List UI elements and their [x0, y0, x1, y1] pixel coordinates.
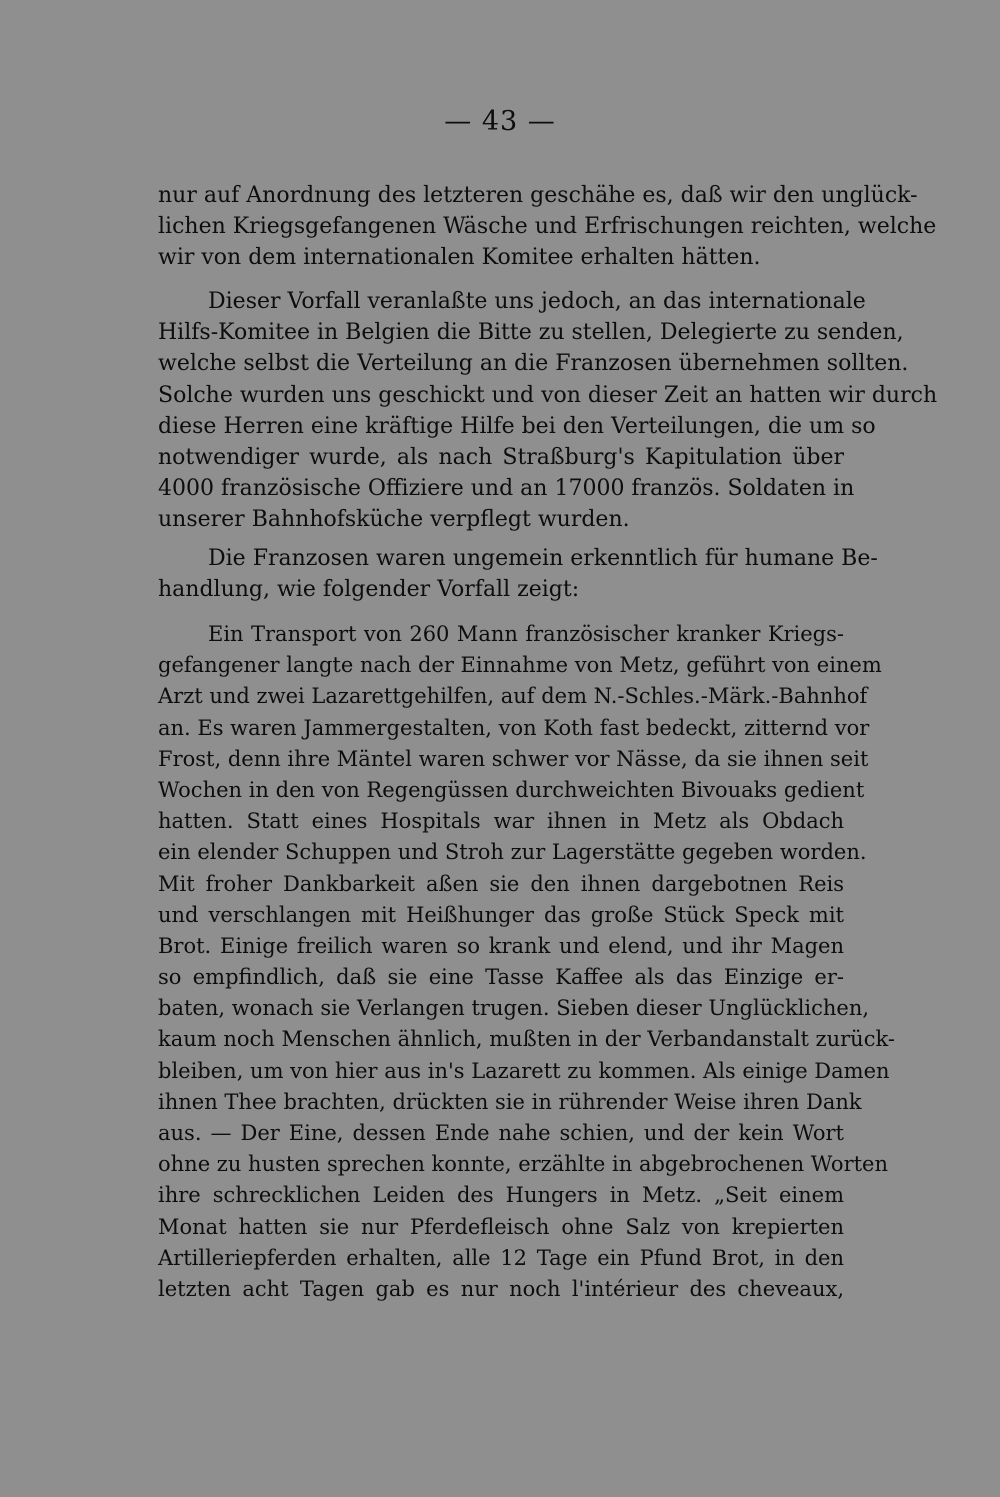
page-number: — 43 — [444, 106, 556, 137]
text-line: Artilleriepferden erhalten, alle 12 Tage ein Pfund Brot, in den [158, 1245, 844, 1270]
text-line: notwendiger wurde, als nach Straßburg's Kapitulation über [158, 444, 844, 470]
text-line: an. Es waren Jammergestalten, von Koth fast bedeckt, zitternd vor [158, 715, 870, 740]
text-line: ohne zu husten sprechen konnte, erzählte in abgebrochenen Worten [158, 1152, 888, 1177]
text-line: unserer Bahnhofsküche verpflegt wurden. [158, 507, 630, 533]
text-line: Solche wurden uns geschickt und von dieser Zeit an hatten wir durch [158, 382, 938, 408]
paragraph-2 [158, 286, 938, 536]
text-line: Arzt und zwei Lazarettgehilfen, auf dem N.-Schles.-Märk.-Bahnhof [158, 684, 868, 709]
text-line: bleiben, um von hier aus in's Lazarett zu kommen. Als einige Damen [158, 1058, 890, 1083]
text-line: ihnen Thee brachten, drückten sie in rührender Weise ihren Dank [158, 1089, 862, 1114]
text-line: Monat hatten sie nur Pferdefleisch ohne Salz von krepierten [158, 1214, 844, 1239]
text-line: Frost, denn ihre Mäntel waren schwer vor Nässe, da sie ihnen seit [158, 746, 869, 771]
text-line: Brot. Einige freilich waren so krank und elend, und ihr Magen [158, 933, 844, 958]
text-line: kaum noch Menschen ähnlich, mußten in der Verbandanstalt zurück- [158, 1027, 895, 1052]
text-line: so empfindlich, daß sie eine Tasse Kaffee als das Einzige er- [158, 965, 844, 990]
text-line: hatten. Statt eines Hospitals war ihnen in Metz als Obdach [158, 809, 844, 834]
text-line: letzten acht Tagen gab es nur noch l'intérieur des cheveaux, [158, 1276, 844, 1301]
text-line: handlung, wie folgender Vorfall zeigt: [158, 577, 580, 603]
text-line: lichen Kriegsgefangenen Wäsche und Erfrischungen reichten, welche [158, 214, 937, 240]
text-line: Wochen in den von Regengüssen durchweichten Bivouaks gedient [158, 777, 865, 802]
text-line: wir von dem internationalen Komitee erhalten hätten. [158, 245, 761, 271]
text-line: Die Franzosen waren ungemein erkenntlich für humane Be- [208, 546, 878, 571]
paragraph-4 [158, 619, 895, 1305]
text-line: welche selbst die Verteilung an die Franzosen übernehmen sollten. [158, 351, 909, 377]
text-line: und verschlangen mit Heißhunger das große Stück Speck mit [158, 902, 844, 927]
text-line: Ein Transport von 260 Mann französischer kranker Kriegs- [208, 622, 844, 646]
text-line: Dieser Vorfall veranlaßte uns jedoch, an das internationale [208, 289, 866, 314]
text-line: Mit froher Dankbarkeit aßen sie den ihnen dargebotnen Reis [158, 871, 844, 896]
text-line: 4000 französische Offiziere und an 17000 französ. Soldaten in [158, 476, 855, 502]
text-line: baten, wonach sie Verlangen trugen. Sieben dieser Unglücklichen, [158, 996, 870, 1021]
text-line: ein elender Schuppen und Stroh zur Lagerstätte gegeben worden. [158, 840, 867, 865]
text-line: gefangener langte nach der Einnahme von Metz, geführt von einem [158, 653, 882, 678]
text-line: Hilfs-Komitee in Belgien die Bitte zu stellen, Delegierte zu senden, [158, 320, 904, 346]
text-line: nur auf Anordnung des letzteren geschähe es, daß wir den unglück- [158, 183, 918, 208]
paragraph-1 [158, 180, 937, 274]
paragraph-3 [158, 543, 878, 605]
text-line: ihre schrecklichen Leiden des Hungers in Metz. „Seit einem [158, 1183, 844, 1208]
text-line: diese Herren eine kräftige Hilfe bei den Verteilungen, die um so [158, 413, 876, 439]
text-line: aus. — Der Eine, dessen Ende nahe schien, und der kein Wort [158, 1121, 844, 1145]
